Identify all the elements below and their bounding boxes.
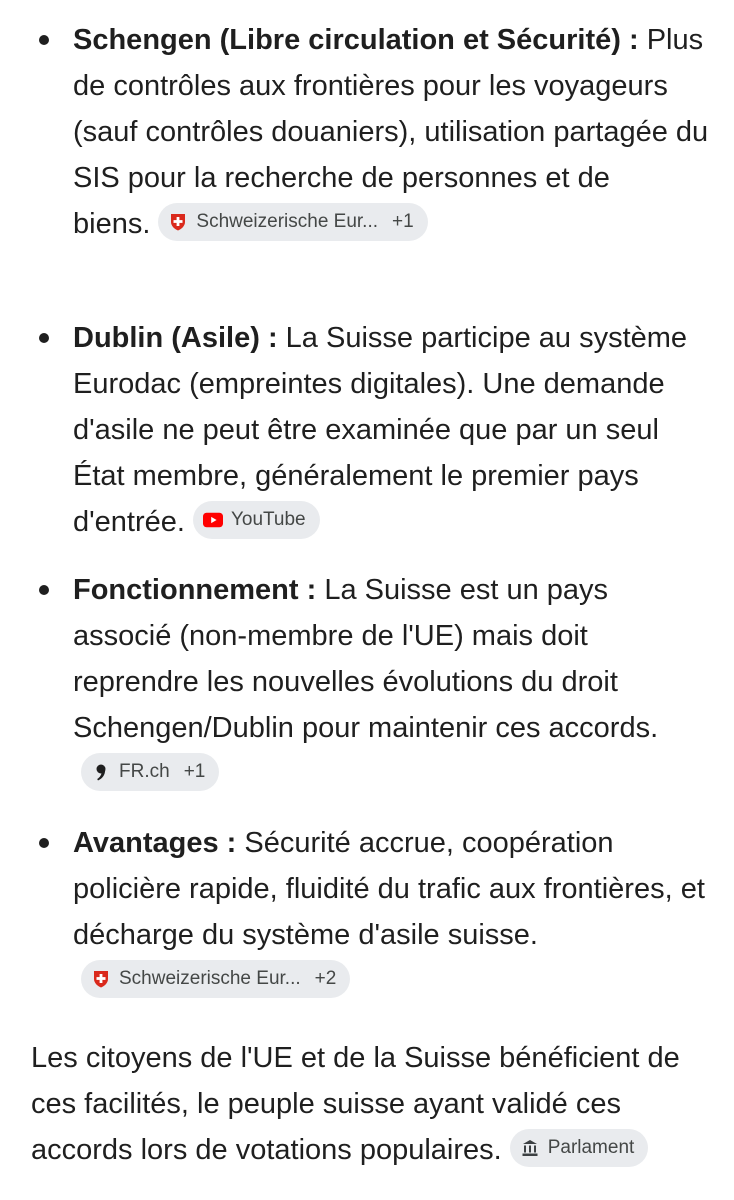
swiss-flag-icon (168, 212, 188, 232)
source-label: Schweizerische Eur... (196, 211, 379, 233)
source-label: YouTube (230, 509, 306, 531)
item-text-tail: biens. (73, 208, 151, 240)
item-title: Avantages : (73, 827, 237, 859)
item-text: La Suisse participe au système Eurodac (empreintes digitales). Une demande d'asile ne peut être examinée que par un seul État membre, généralement le premier pays d'entrée. (73, 322, 688, 538)
list-item (73, 17, 713, 247)
swiss-flag-icon (91, 969, 111, 989)
source-label: Schweizerische Eur... (119, 968, 301, 990)
source-count: +2 (314, 968, 337, 990)
item-text: La Suisse est un pays associé (non-membre de l'UE) mais doit reprendre les nouvelles évolutions du droit Schengen/Dublin pour maintenir ces accords. (73, 574, 659, 744)
source-chip[interactable] (510, 1129, 649, 1167)
source-label: FR.ch (119, 761, 170, 783)
bullet-dot (39, 838, 49, 848)
item-title: Fonctionnement : (73, 574, 317, 606)
source-chip[interactable] (81, 960, 350, 998)
bullet-dot (39, 333, 49, 343)
closing-paragraph (31, 1035, 721, 1173)
youtube-icon (203, 510, 223, 530)
item-title: Schengen (Libre circulation et Sécurité) : (73, 24, 639, 56)
source-chip[interactable] (193, 501, 320, 539)
bullet-dot (39, 35, 49, 45)
bullet-dot (39, 585, 49, 595)
list-item (73, 820, 713, 1004)
source-chip[interactable] (158, 203, 427, 241)
source-label: Parlament (547, 1137, 635, 1159)
source-count: +1 (392, 211, 414, 233)
source-chip[interactable] (81, 753, 219, 791)
list-item (73, 567, 713, 797)
parliament-icon (520, 1138, 540, 1158)
item-title: Dublin (Asile) : (73, 322, 278, 354)
source-count: +1 (183, 761, 206, 783)
closing-text: Les citoyens de l'UE et de la Suisse bénéficient de ces facilités, le peuple suisse ayant validé ces accords lors de votations populaires. (31, 1042, 680, 1166)
item-text: Plus de contrôles aux frontières pour les voyageurs (sauf contrôles douaniers), utilisation partagée du SIS pour la recherche de personnes et de (73, 24, 709, 194)
comma-icon (91, 762, 111, 782)
list-item (73, 315, 713, 545)
item-text: Sécurité accrue, coopération policière rapide, fluidité du trafic aux frontières, et décharge du système d'asile suisse. (73, 827, 705, 951)
